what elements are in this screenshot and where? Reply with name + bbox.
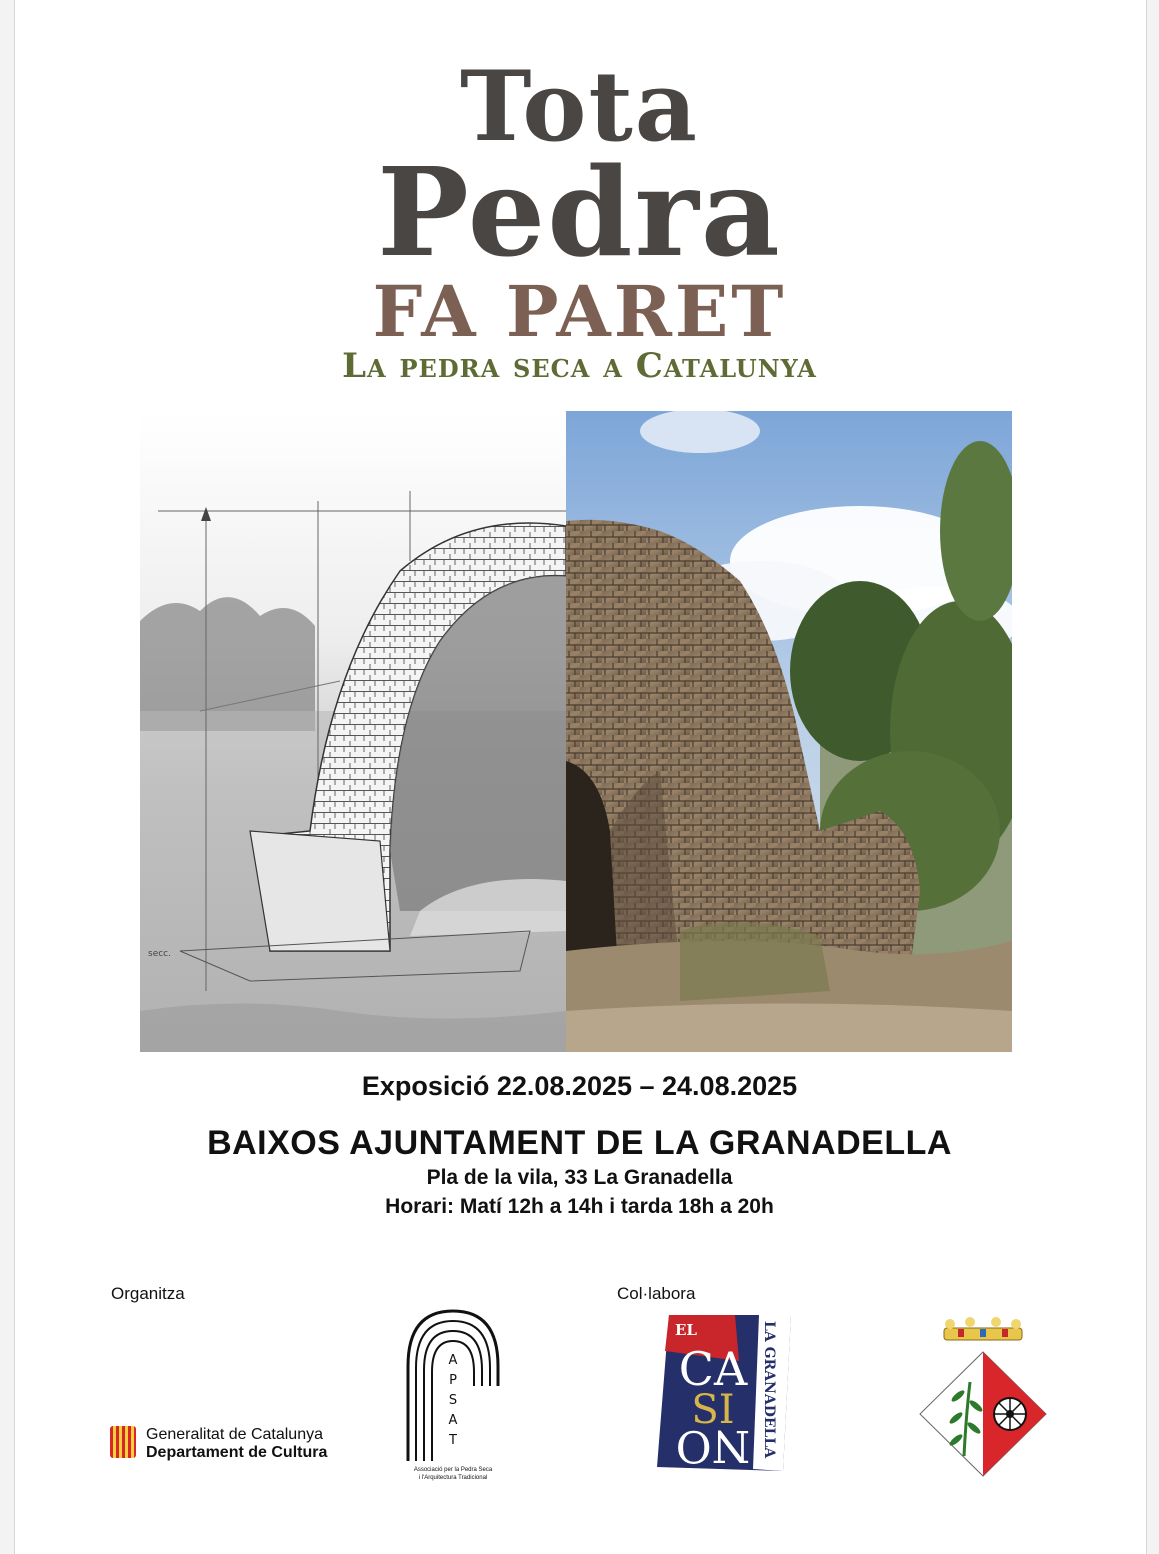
- catalan-flag-icon: [110, 1426, 136, 1458]
- title-pedra: Pedra: [377, 140, 782, 284]
- svg-text:T: T: [449, 1433, 457, 1448]
- gencat-department: Departament de Cultura: [146, 1444, 328, 1461]
- svg-text:CA: CA: [678, 1342, 748, 1396]
- svg-text:secc.: secc.: [148, 949, 171, 959]
- svg-text:SI: SI: [691, 1387, 735, 1433]
- svg-text:A: A: [448, 1353, 458, 1368]
- casino-logo: [655, 1311, 793, 1475]
- granadella-coat-of-arms: [918, 1316, 1048, 1480]
- generalitat-logo: [110, 1424, 370, 1464]
- apsat-logo: [398, 1306, 508, 1486]
- title-fa-paret: FA PARET: [372, 270, 787, 353]
- svg-text:S: S: [448, 1393, 458, 1408]
- title-tota: Tota: [460, 50, 699, 163]
- gencat-name: Generalitat de Catalunya: [146, 1426, 323, 1443]
- svg-text:LA GRANADELLA: LA GRANADELLA: [761, 1321, 777, 1459]
- venue: BAIXOS AJUNTAMENT DE LA GRANADELLA: [207, 1124, 952, 1162]
- exhibition-dates: Exposició 22.08.2025 – 24.08.2025: [361, 1071, 798, 1101]
- opening-hours: Horari: Matí 12h a 14h i tarda 18h a 20h: [385, 1195, 774, 1218]
- apsat-caption: Associació per la Pedra Seca i l'Arquitectura Tradicional: [413, 1467, 493, 1481]
- hero-image: [140, 411, 1012, 1052]
- svg-text:EL: EL: [675, 1321, 697, 1339]
- collabora-label: Col·labora: [617, 1284, 696, 1303]
- svg-text:NO: NO: [675, 1420, 751, 1471]
- organitza-label: Organitza: [111, 1284, 185, 1303]
- svg-text:A: A: [448, 1413, 458, 1428]
- subtitle: La pedra seca a Catalunya: [342, 346, 817, 386]
- svg-text:P: P: [449, 1373, 457, 1388]
- address: Pla de la vila, 33 La Granadella: [426, 1166, 733, 1189]
